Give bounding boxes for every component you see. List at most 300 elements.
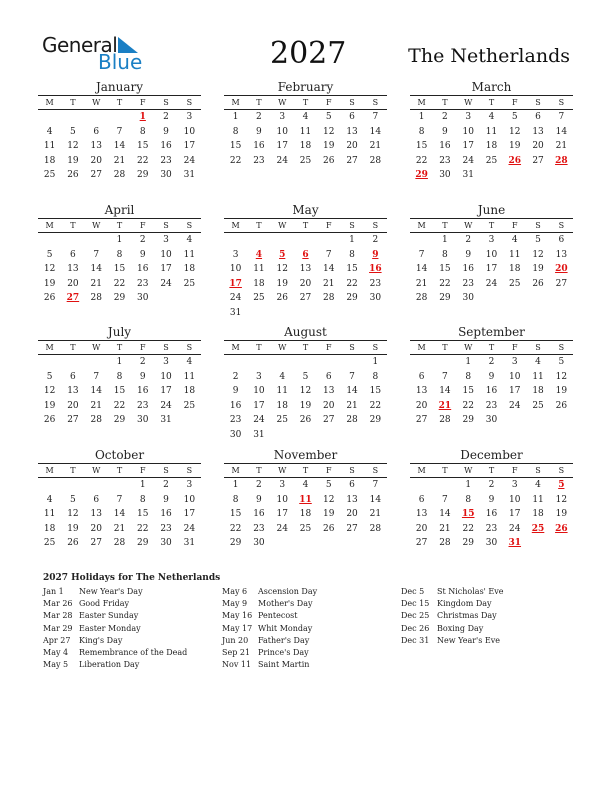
empty-cell — [38, 355, 61, 370]
empty-cell — [271, 355, 294, 370]
day: 28 — [90, 293, 102, 304]
day: 6 — [349, 112, 355, 122]
holiday-day: 4 — [255, 249, 263, 260]
weekday-label: S — [372, 343, 379, 352]
day: 24 — [276, 155, 288, 166]
day: 4 — [186, 357, 193, 367]
week-row — [410, 522, 573, 537]
holiday-item — [43, 659, 187, 671]
day: 27 — [90, 538, 102, 549]
empty-cell — [503, 168, 526, 183]
day: 18 — [532, 509, 544, 520]
day: 3 — [488, 235, 495, 245]
day: 10 — [253, 386, 265, 397]
day: 6 — [325, 371, 332, 382]
week-row — [410, 399, 573, 414]
day: 30 — [439, 170, 451, 181]
day: 7 — [93, 249, 100, 260]
week-row — [410, 507, 573, 522]
weekday-label: T — [70, 343, 76, 352]
week-row — [224, 154, 387, 169]
day: 30 — [137, 293, 149, 304]
day: 27 — [90, 170, 102, 181]
day: 29 — [439, 293, 451, 304]
day: 17 — [183, 141, 196, 152]
weekday-label: T — [116, 343, 123, 352]
day: 16 — [439, 141, 451, 152]
day: 3 — [511, 357, 518, 367]
empty-cell — [61, 478, 84, 493]
weekday-label: T — [488, 343, 495, 352]
day: 20 — [323, 400, 335, 411]
holiday-day: 26 — [555, 523, 568, 534]
day: 22 — [229, 155, 242, 166]
weekday-header — [410, 340, 573, 355]
day: 26 — [67, 538, 79, 549]
day: 29 — [113, 415, 126, 426]
day: 17 — [509, 509, 521, 520]
empty-cell — [480, 168, 503, 183]
day: 14 — [113, 141, 126, 152]
weekday-label: F — [511, 221, 518, 230]
holiday-date: Mar 26 — [43, 599, 73, 609]
day: 24 — [160, 400, 172, 411]
day: 19 — [509, 141, 521, 152]
day: 25 — [253, 293, 265, 304]
day: 29 — [462, 538, 474, 549]
week-row — [410, 233, 573, 248]
holiday-day: 29 — [415, 170, 428, 181]
day: 17 — [160, 386, 172, 397]
month-title: June — [477, 203, 506, 217]
day: 3 — [511, 480, 518, 490]
day: 5 — [70, 126, 76, 137]
week-row — [410, 110, 573, 125]
day: 30 — [229, 429, 242, 440]
empty-cell — [340, 306, 363, 321]
holiday-date: May 17 — [222, 623, 253, 633]
empty-cell — [340, 536, 363, 551]
weekday-header — [224, 218, 387, 233]
day: 4 — [488, 112, 495, 122]
holiday-name: Easter Monday — [79, 623, 141, 633]
empty-cell — [61, 110, 84, 125]
day: 16 — [137, 386, 149, 397]
day: 7 — [116, 126, 123, 137]
day: 8 — [139, 126, 146, 137]
empty-cell — [526, 413, 549, 428]
empty-cell — [108, 110, 131, 125]
day: 26 — [323, 155, 335, 166]
day: 3 — [256, 371, 262, 382]
holiday-name: Liberation Day — [79, 660, 140, 670]
day: 17 — [276, 141, 288, 152]
empty-cell — [550, 168, 573, 183]
weekday-label: T — [302, 98, 309, 107]
empty-cell — [410, 355, 433, 370]
day: 22 — [462, 523, 474, 534]
day: 14 — [439, 386, 451, 397]
day: 6 — [93, 494, 100, 505]
day: 7 — [372, 112, 379, 122]
day: 25 — [485, 155, 498, 166]
empty-cell — [38, 233, 61, 248]
day: 10 — [183, 494, 196, 505]
month-title: January — [95, 80, 144, 94]
logo-blue: Blue — [98, 50, 143, 74]
weekday-label: F — [511, 466, 518, 475]
day: 4 — [46, 126, 53, 137]
day: 6 — [535, 112, 541, 122]
day: 28 — [369, 155, 382, 166]
day: 17 — [276, 509, 288, 520]
day: 3 — [186, 480, 193, 490]
holidays-title: 2027 Holidays for The Netherlands — [43, 573, 221, 583]
day: 20 — [415, 400, 428, 411]
day: 2 — [163, 480, 169, 490]
day: 12 — [276, 264, 288, 275]
day: 21 — [113, 523, 126, 534]
holiday-item — [222, 598, 317, 610]
day: 11 — [183, 371, 196, 382]
weekday-label: S — [163, 98, 169, 107]
weekday-label: M — [231, 343, 240, 352]
month-title: September — [458, 325, 525, 339]
week-row — [410, 168, 573, 183]
day: 20 — [532, 141, 544, 152]
empty-cell — [550, 291, 573, 306]
day: 18 — [532, 386, 544, 397]
day: 28 — [346, 415, 358, 426]
holiday-item — [222, 623, 317, 635]
weekday-label: W — [92, 221, 101, 230]
day: 27 — [67, 415, 79, 426]
day: 8 — [418, 126, 425, 137]
month-april — [38, 202, 201, 306]
day: 19 — [555, 509, 568, 520]
weekday-label: F — [139, 221, 146, 230]
weekday-label: S — [558, 466, 565, 475]
holiday-day: 28 — [555, 155, 568, 166]
day: 25 — [183, 400, 196, 411]
day: 10 — [276, 126, 288, 137]
day: 24 — [229, 293, 242, 304]
week-row — [224, 507, 387, 522]
day: 24 — [160, 278, 172, 289]
empty-cell — [247, 233, 270, 248]
day: 23 — [253, 155, 265, 166]
week-row — [410, 262, 573, 277]
holiday-item — [43, 623, 187, 635]
day: 1 — [465, 480, 472, 490]
week-row — [410, 125, 573, 140]
day: 22 — [346, 278, 358, 289]
holidays-column — [401, 586, 504, 647]
day: 25 — [43, 170, 56, 181]
day: 18 — [43, 155, 56, 166]
weekday-label: M — [45, 466, 54, 475]
day: 9 — [139, 371, 146, 382]
week-row — [224, 233, 387, 248]
day: 10 — [276, 494, 288, 505]
holiday-date: May 16 — [222, 611, 253, 621]
day: 1 — [372, 357, 379, 367]
empty-cell — [294, 355, 317, 370]
weekday-label: F — [325, 98, 332, 107]
day: 12 — [509, 126, 521, 137]
day: 28 — [439, 538, 451, 549]
day: 21 — [113, 155, 126, 166]
week-row — [224, 428, 387, 443]
day: 2 — [256, 480, 262, 490]
weekday-label: S — [163, 343, 169, 352]
day: 26 — [43, 415, 56, 426]
day: 21 — [323, 278, 335, 289]
week-row — [38, 493, 201, 508]
day: 24 — [276, 523, 288, 534]
holiday-date: Dec 26 — [401, 623, 430, 633]
weekday-label: S — [372, 221, 379, 230]
day: 22 — [369, 400, 382, 411]
day: 2 — [372, 235, 379, 245]
empty-cell — [294, 306, 317, 321]
day: 20 — [90, 155, 102, 166]
day: 9 — [139, 249, 146, 260]
week-row — [410, 248, 573, 263]
week-row — [224, 413, 387, 428]
day: 12 — [43, 386, 56, 397]
holiday-item — [401, 610, 504, 622]
month-march — [410, 79, 573, 183]
day: 23 — [485, 523, 498, 534]
holiday-date: Jan 1 — [43, 587, 64, 596]
holiday-item — [222, 647, 317, 659]
day: 8 — [442, 249, 448, 260]
day: 29 — [462, 415, 474, 426]
country-title: The Netherlands — [408, 45, 570, 67]
month-title: October — [94, 448, 145, 462]
empty-cell — [317, 355, 340, 370]
day: 21 — [369, 509, 382, 520]
day: 13 — [555, 249, 568, 260]
day: 5 — [511, 112, 518, 122]
weekday-label: M — [231, 466, 240, 475]
weekday-label: W — [92, 98, 101, 107]
day: 23 — [137, 400, 149, 411]
day: 8 — [116, 371, 123, 382]
day: 29 — [229, 538, 242, 549]
weekday-label: T — [256, 466, 262, 475]
holiday-day: 27 — [66, 293, 80, 304]
empty-cell — [85, 478, 108, 493]
day: 14 — [439, 509, 451, 520]
weekday-label: S — [186, 343, 193, 352]
day: 14 — [90, 264, 102, 275]
day: 5 — [302, 371, 309, 382]
week-row — [38, 168, 201, 183]
day: 8 — [465, 371, 472, 382]
empty-cell — [526, 536, 549, 551]
weekday-label: W — [278, 98, 287, 107]
day: 2 — [163, 112, 169, 122]
day: 19 — [43, 400, 56, 411]
day: 1 — [139, 480, 146, 490]
holiday-name: Boxing Day — [437, 623, 484, 633]
empty-cell — [526, 168, 549, 183]
weekday-label: F — [511, 343, 518, 352]
day: 10 — [485, 249, 498, 260]
week-row — [38, 233, 201, 248]
day: 21 — [369, 141, 382, 152]
week-row — [38, 154, 201, 169]
day: 30 — [160, 170, 172, 181]
day: 23 — [160, 155, 172, 166]
day: 10 — [509, 494, 521, 505]
week-row — [38, 413, 201, 428]
holidays-column — [43, 586, 187, 671]
year-title: 2027 — [270, 36, 347, 71]
day: 24 — [509, 523, 521, 534]
day: 24 — [485, 278, 498, 289]
holiday-day: 20 — [555, 264, 568, 275]
day: 23 — [160, 523, 172, 534]
week-row — [38, 125, 201, 140]
day: 23 — [369, 278, 382, 289]
holiday-name: King's Day — [79, 635, 123, 645]
day: 4 — [535, 480, 541, 490]
day: 11 — [276, 386, 288, 397]
empty-cell — [224, 355, 247, 370]
day: 10 — [229, 264, 242, 275]
holiday-date: Dec 15 — [401, 599, 430, 609]
day: 11 — [183, 249, 196, 260]
day: 2 — [139, 357, 146, 367]
day: 27 — [346, 523, 358, 534]
weekday-header — [38, 463, 201, 478]
empty-cell — [480, 291, 503, 306]
weekday-label: S — [558, 98, 565, 107]
weekday-label: M — [231, 221, 240, 230]
weekday-label: T — [302, 343, 309, 352]
day: 28 — [113, 170, 126, 181]
empty-cell — [410, 478, 433, 493]
day: 26 — [299, 415, 312, 426]
day: 22 — [113, 400, 126, 411]
day: 23 — [462, 278, 474, 289]
day: 22 — [462, 400, 474, 411]
day: 21 — [90, 278, 102, 289]
weekday-label: S — [349, 221, 355, 230]
day: 6 — [418, 494, 425, 505]
day: 25 — [43, 538, 56, 549]
logo-general: General — [42, 33, 118, 57]
empty-cell — [85, 355, 108, 370]
day: 7 — [558, 112, 565, 122]
week-row — [38, 248, 201, 263]
empty-cell — [247, 306, 270, 321]
day: 19 — [532, 264, 544, 275]
weekday-header — [410, 218, 573, 233]
day: 3 — [163, 235, 169, 245]
day: 15 — [439, 264, 451, 275]
day: 12 — [299, 386, 312, 397]
holiday-day: 25 — [531, 523, 545, 534]
day: 5 — [46, 249, 53, 260]
day: 7 — [325, 249, 332, 260]
holiday-item — [222, 586, 317, 598]
holiday-date: Dec 5 — [401, 587, 425, 596]
day: 27 — [323, 415, 335, 426]
day: 29 — [346, 293, 358, 304]
holiday-name: Father's Day — [258, 635, 310, 645]
day: 26 — [555, 400, 568, 411]
week-row — [38, 384, 201, 399]
weekday-header — [224, 340, 387, 355]
holiday-day: 16 — [369, 264, 382, 275]
day: 3 — [232, 249, 239, 260]
weekday-label: F — [139, 343, 146, 352]
holiday-day: 6 — [302, 249, 309, 260]
month-august — [224, 324, 387, 443]
day: 2 — [488, 357, 495, 367]
holiday-item — [43, 598, 187, 610]
weekday-label: T — [116, 221, 123, 230]
day: 12 — [67, 141, 79, 152]
holiday-date: Dec 25 — [401, 611, 430, 621]
holiday-name: Good Friday — [79, 599, 130, 609]
day: 12 — [67, 509, 79, 520]
day: 5 — [558, 357, 565, 367]
day: 15 — [229, 509, 242, 520]
day: 1 — [349, 235, 355, 245]
day: 15 — [462, 386, 474, 397]
holiday-day: 31 — [508, 538, 522, 549]
holiday-name: Remembrance of the Dead — [79, 648, 188, 658]
day: 21 — [415, 278, 428, 289]
day: 3 — [186, 112, 193, 122]
day: 27 — [532, 155, 544, 166]
day: 28 — [415, 293, 428, 304]
weekday-label: S — [349, 98, 355, 107]
week-row — [38, 536, 201, 551]
day: 27 — [346, 155, 358, 166]
day: 14 — [555, 126, 568, 137]
month-february — [224, 79, 387, 168]
day: 11 — [299, 126, 312, 137]
holiday-day: 15 — [461, 509, 475, 520]
month-title: March — [471, 80, 512, 94]
month-september — [410, 324, 573, 428]
holiday-name: Ascension Day — [258, 587, 318, 596]
weekday-label: T — [442, 466, 448, 475]
weekday-label: W — [464, 221, 473, 230]
day: 22 — [113, 278, 126, 289]
day: 16 — [253, 141, 265, 152]
week-row — [224, 522, 387, 537]
day: 19 — [555, 386, 568, 397]
month-january — [38, 79, 201, 183]
day: 19 — [323, 509, 335, 520]
week-row — [410, 384, 573, 399]
week-row — [224, 125, 387, 140]
holidays-column — [222, 586, 317, 671]
day: 20 — [67, 278, 79, 289]
holiday-date: Dec 31 — [401, 635, 430, 645]
day: 26 — [67, 170, 79, 181]
empty-cell — [294, 536, 317, 551]
day: 3 — [279, 480, 286, 490]
day: 18 — [299, 509, 312, 520]
